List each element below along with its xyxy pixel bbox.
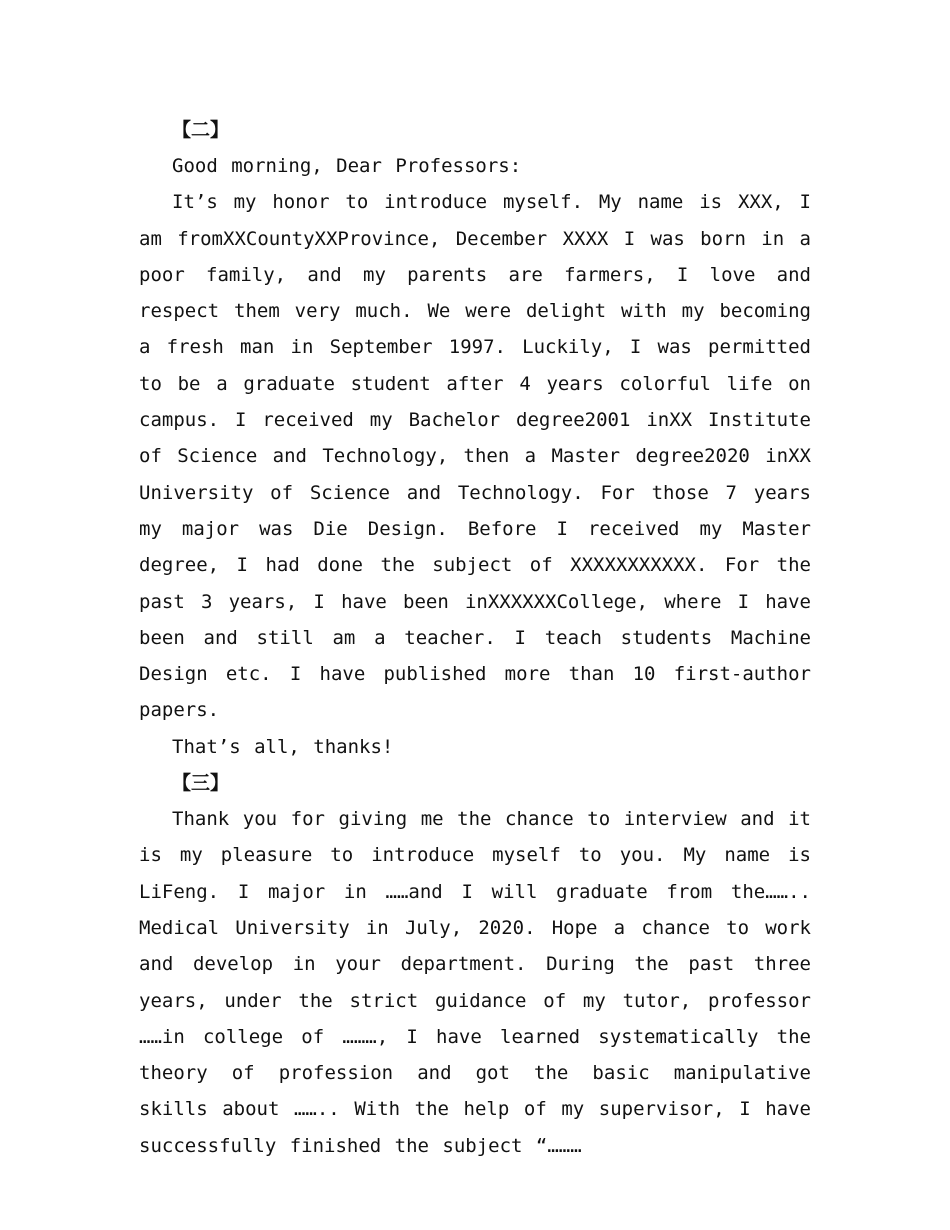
document-body [139, 112, 811, 1164]
section-heading-3: 【三】 [172, 772, 230, 795]
second-introduction-paragraph: Thank you for giving me the chance to interview and it is my pleasure to introduce myself to you. My name is LiFeng. I major in ……and I will graduate from the…….. Medical University in July, 2020. Hope a chance to work and develop in your department. During the past three years, under the strict guidance of my tutor, professor ……in college of ………, I have learned systematically the theory of profession and got the basic manipulative skills about …….. With the help of my supervisor, I have successfully finished the subject “……… [139, 808, 811, 1157]
closing-paragraph: That’s all, thanks! [172, 735, 394, 758]
introduction-paragraph: It’s my honor to introduce myself. My name is XXX, I am fromXXCountyXXProvince, December XXXX I was born in a poor family, and my parents are farmers, I love and respect them very much. We were delight with my becoming a fresh man in September 1997. Luckily, I was permitted to be a graduate student after 4 years colorful life on campus. I received my Bachelor degree2001 inXX Institute of Science and Technology, then a Master degree2020 inXX University of Science and Technology. For those 7 years my major was Die Design. Before I received my Master degree, I had done the subject of XXXXXXXXXXX. For the past 3 years, I have been inXXXXXXCollege, where I have been and still am a teacher. I teach students Machine Design etc. I have published more than 10 first-author papers. [139, 191, 811, 722]
section-heading-2: 【二】 [172, 119, 230, 141]
greeting-paragraph: Good morning, Dear Professors: [172, 155, 522, 177]
